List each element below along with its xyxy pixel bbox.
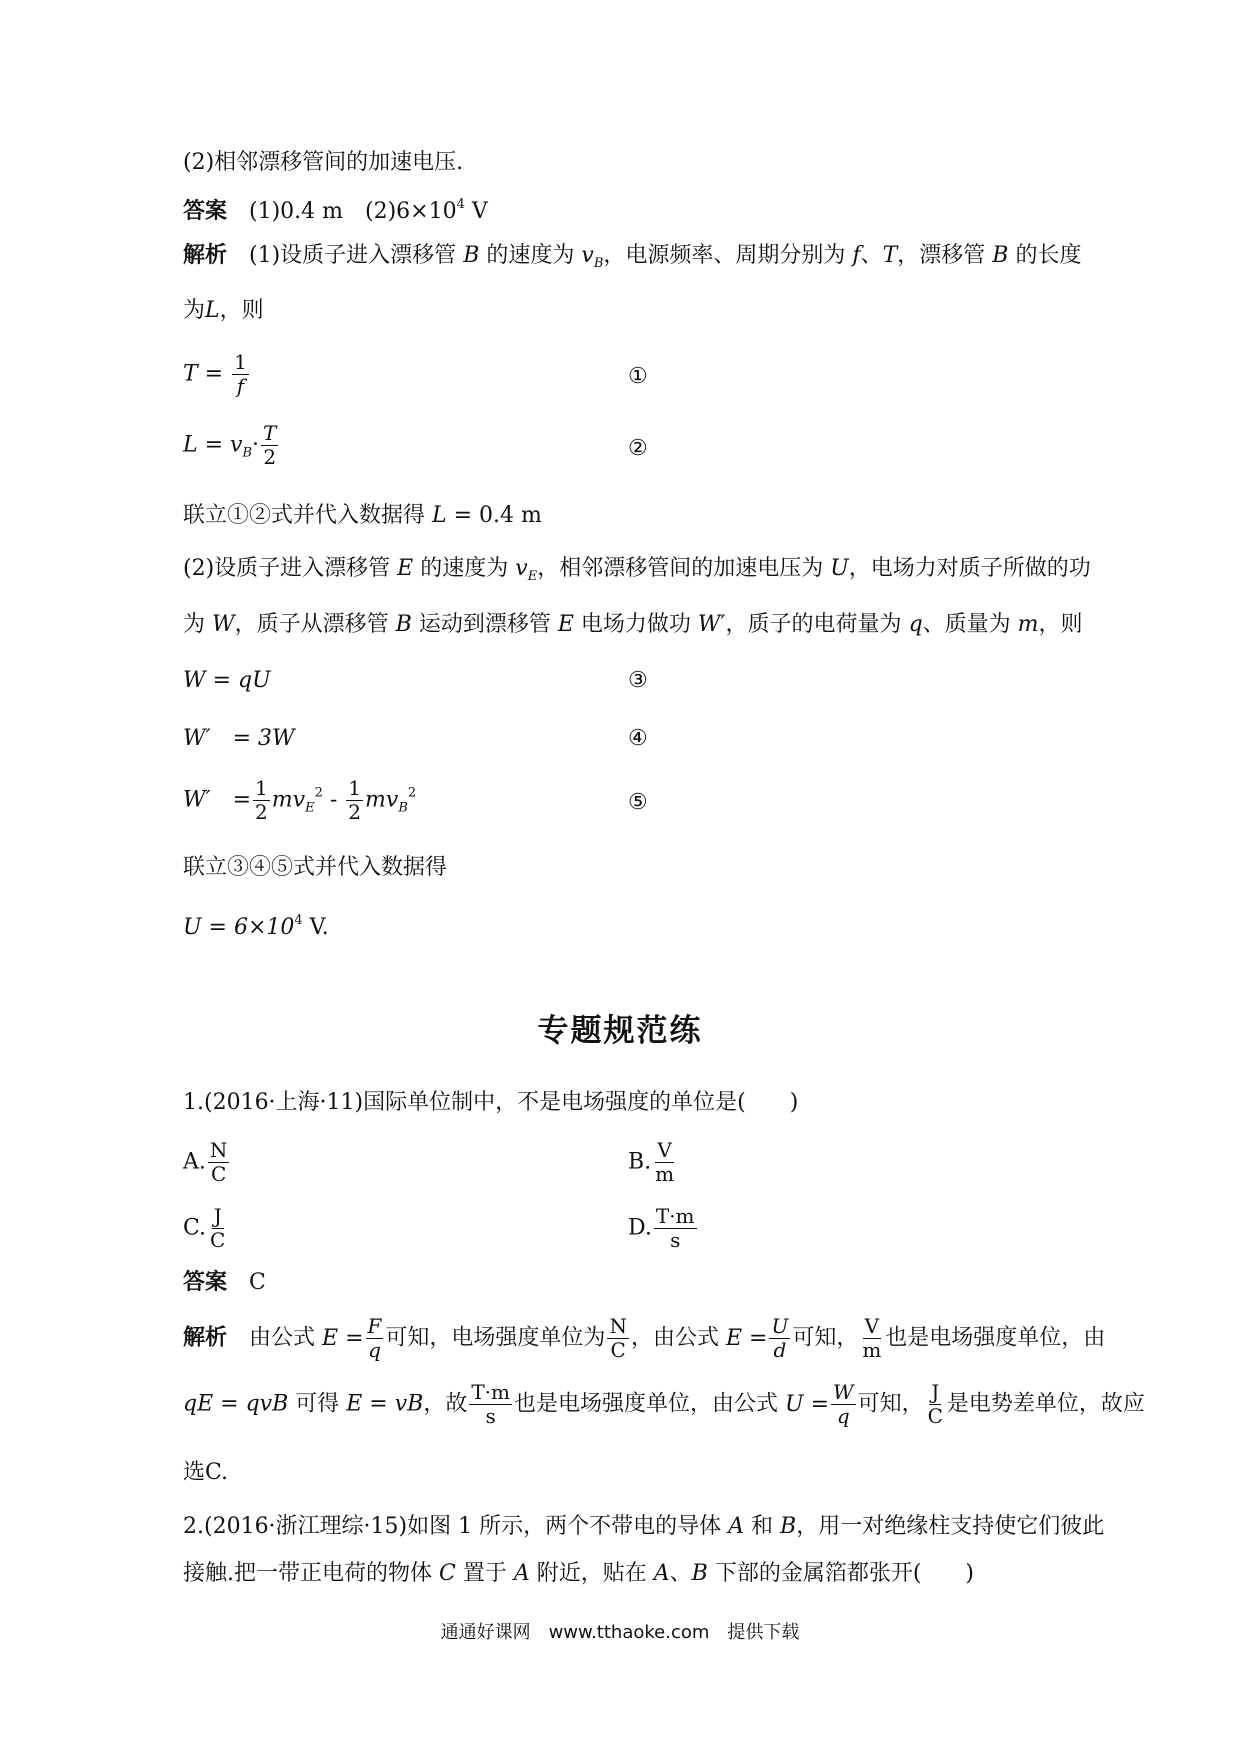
section-title: 专题规范练 [537, 1013, 703, 1049]
text-span: 的长度 [1015, 243, 1082, 268]
text-span: 为 [183, 298, 206, 323]
symbol: U [830, 556, 849, 581]
equation-mark-5: ⑤ [628, 790, 648, 815]
q1-answer [183, 1272, 266, 1294]
numerator: 1 [255, 776, 268, 800]
text-span: 可知， [792, 1325, 859, 1351]
formula-span: qE = qvB [183, 1391, 289, 1417]
symbol: C [439, 1561, 456, 1586]
q1-analysis-line-3: 选C. [183, 1460, 229, 1485]
symbol: m [1017, 612, 1039, 637]
q1-analysis-line-1 [183, 1316, 1105, 1361]
text-span: 的速度为 [420, 556, 509, 581]
text-span: 运动到漂移管 [418, 612, 551, 637]
answer-line [183, 198, 488, 223]
analysis-line-2 [183, 300, 264, 322]
denominator: C [210, 1228, 226, 1252]
fraction [208, 1206, 227, 1251]
numerator: J [213, 1204, 222, 1228]
fraction [346, 778, 363, 823]
answer-exponent: 4 [456, 197, 465, 212]
symbol: A [653, 1561, 670, 1586]
text-span: ，电源频率、周期分别为 [603, 243, 846, 268]
text-span: ，由公式 [630, 1325, 719, 1351]
text-span: 的速度为 [486, 243, 575, 268]
formula-e-u-d: E = $\frac{U}{d}$ [725, 1314, 789, 1362]
superscript: 4 [294, 913, 303, 928]
denominator: C [927, 1404, 943, 1428]
numerator: 1 [234, 350, 247, 374]
symbol: A [513, 1561, 530, 1586]
final-result [183, 914, 329, 939]
text-span: 和 [751, 1514, 774, 1539]
denominator: f [236, 374, 245, 398]
text-span: 也是电场强度单位，由公式 [514, 1391, 779, 1417]
text-span: (1)设质子进入漂移管 [249, 243, 457, 268]
analysis-line-1 [183, 245, 1081, 270]
symbol: mv [271, 787, 306, 813]
text-span: 下部的金属箔都张开( ) [714, 1561, 975, 1586]
text-span: ，则 [219, 298, 264, 323]
fraction [261, 423, 278, 468]
q1-analysis-line-2 [183, 1382, 1145, 1427]
option-label: C. [183, 1215, 207, 1241]
text-span: ，漂移管 [897, 243, 986, 268]
q1-stem: 1.(2016·上海·11)国际单位制中，不是电场强度的单位是( ) [183, 1090, 799, 1115]
denominator: s [670, 1228, 681, 1252]
symbol: B [395, 612, 412, 637]
symbol: B [992, 243, 1009, 268]
text-span: 附近，贴在 [536, 1561, 647, 1586]
subscript: E [527, 569, 538, 584]
question-part-2: (2)相邻漂移管间的加速电压. [183, 150, 464, 175]
q1-option-a [183, 1140, 231, 1185]
analysis-label: 解析 [183, 243, 228, 268]
text-span: 2.(2016·浙江理综·15)如图 1 所示，两个不带电的导体 [183, 1514, 722, 1539]
equation-mark-2: ② [628, 436, 648, 461]
text-span: ，质子从漂移管 [234, 612, 389, 637]
q1-option-c [183, 1206, 229, 1251]
text-span: ，则 [1038, 612, 1083, 637]
symbol: q [908, 612, 923, 637]
superscript: 2 [314, 785, 323, 801]
symbol: v [515, 556, 528, 581]
fraction [232, 352, 249, 397]
numerator: V [864, 1314, 880, 1338]
text-span: 也是电场强度单位，由 [885, 1325, 1106, 1351]
fraction [607, 1316, 629, 1361]
formula-u-w-q: U = $\frac{W}{q}$ [785, 1380, 854, 1428]
equation-mark-3: ③ [628, 668, 648, 693]
text-span: 置于 [462, 1561, 507, 1586]
answer-text: (1)0.4 m (2)6×10 [249, 199, 457, 224]
fraction [469, 1382, 512, 1427]
text-span: - [322, 787, 345, 813]
combine-line-2: 联立③④⑤式并代入数据得 [183, 855, 448, 880]
symbol: W [212, 612, 235, 637]
fraction [653, 1140, 676, 1185]
symbol: mv [365, 787, 399, 813]
q2-line-1 [183, 1516, 1104, 1538]
subscript: E [305, 800, 315, 816]
formula-span: E = vB [346, 1391, 424, 1417]
symbol: A [728, 1514, 745, 1539]
text-span: 是电势差单位，故应 [946, 1391, 1145, 1417]
numerator: J [931, 1380, 940, 1404]
symbol: T [882, 243, 898, 268]
answer-label: 答案 [183, 1270, 228, 1295]
q1-option-d [628, 1206, 699, 1251]
equation-5 [183, 778, 416, 823]
text-span: ，相邻漂移管间的加速电压为 [537, 556, 824, 581]
text-span: 为 [183, 612, 206, 637]
part-2-line-2: 为 W，质子从漂移管 B 运动到漂移管 E 电场力做功 W′，质子的电荷量为 q、质量为 m，则 [183, 612, 1083, 637]
symbol: E [557, 612, 574, 637]
text-span: ，故 [423, 1391, 468, 1417]
text-span: 可知， [857, 1391, 924, 1417]
denominator: m [862, 1338, 882, 1362]
fraction [253, 778, 270, 823]
equation-4: W′ = 3W [183, 726, 295, 751]
denominator: m [655, 1162, 675, 1186]
numerator: N [609, 1314, 627, 1338]
symbol: E [397, 556, 414, 581]
fraction [926, 1382, 945, 1427]
q1-option-b [628, 1140, 678, 1185]
option-label: A. [183, 1149, 206, 1175]
fraction [654, 1206, 697, 1251]
option-label: B. [628, 1149, 652, 1175]
text-span: V. [302, 915, 329, 940]
text-span: U = 6×10 [183, 915, 295, 940]
footer-source: 通通好课网 www.tthaoke.com 提供下载 [440, 1622, 800, 1643]
denominator: C [610, 1338, 626, 1362]
denominator: 2 [263, 445, 277, 469]
symbol: T [183, 361, 198, 387]
denominator: s [485, 1404, 496, 1428]
text-span: 、 [860, 243, 883, 268]
text-span: 、质量为 [922, 612, 1011, 637]
subscript: B [242, 445, 253, 461]
q2-line-2 [183, 1563, 974, 1585]
text-span: ，质子的电荷量为 [725, 612, 902, 637]
text-span: (2)设质子进入漂移管 [183, 556, 391, 581]
text-span: 、 [669, 1561, 692, 1586]
answer-value: C [249, 1270, 266, 1295]
text-span: = 0.4 m [446, 503, 542, 528]
symbol: v [581, 243, 594, 268]
text-span: 电场力做功 [580, 612, 691, 637]
numerator: T·m [655, 1204, 695, 1228]
answer-unit: V [464, 199, 488, 224]
superscript: 2 [407, 785, 417, 801]
numerator: V [657, 1138, 672, 1162]
answer-label: 答案 [183, 199, 228, 224]
symbol: W [697, 612, 721, 637]
formula-e-f-q: E = $\frac{F}{q}$ [322, 1314, 382, 1362]
fraction [208, 1140, 230, 1185]
numerator: 1 [348, 776, 362, 800]
subscript: B [593, 256, 604, 271]
text-span: ，电场力对质子所做的功 [848, 556, 1091, 581]
numerator: N [209, 1138, 228, 1162]
equation-3: W = qU [183, 668, 271, 693]
symbol: L [432, 503, 447, 528]
subscript: B [398, 800, 408, 816]
option-label: D. [628, 1215, 652, 1241]
text-span: ，用一对绝缘柱支持使它们彼此 [796, 1514, 1105, 1539]
text-span: 可得 [288, 1391, 347, 1417]
fraction [860, 1316, 883, 1361]
numerator: T·m [471, 1380, 511, 1404]
symbol: B [691, 1561, 708, 1586]
symbol: f [852, 243, 861, 268]
symbol: L [205, 298, 220, 323]
analysis-label: 解析 [183, 1325, 228, 1351]
numerator: T [263, 421, 277, 445]
equation-2: $L = v_B\cdot$ $\frac{T}{2}$ [183, 421, 277, 469]
text-span: 由公式 [249, 1325, 316, 1351]
equation-1: T = $\frac{1}{f}$ [183, 350, 247, 398]
text-span: 联立①②式并代入数据得 [183, 503, 426, 528]
symbol: v [230, 432, 243, 458]
part-2-line-1 [183, 558, 1091, 583]
symbol: B [780, 1514, 797, 1539]
symbol: W′ = [183, 787, 252, 813]
equation-mark-4: ④ [628, 726, 648, 751]
denominator: 2 [348, 800, 362, 824]
symbol: B [463, 243, 480, 268]
symbol: L [183, 432, 198, 458]
equation-mark-1: ① [628, 364, 648, 389]
text-span: 可知，电场强度单位为 [385, 1325, 606, 1351]
denominator: C [210, 1162, 227, 1186]
text-span: 接触.把一带正电荷的物体 [183, 1561, 432, 1586]
combine-line-1 [183, 505, 542, 527]
denominator: 2 [255, 800, 268, 824]
